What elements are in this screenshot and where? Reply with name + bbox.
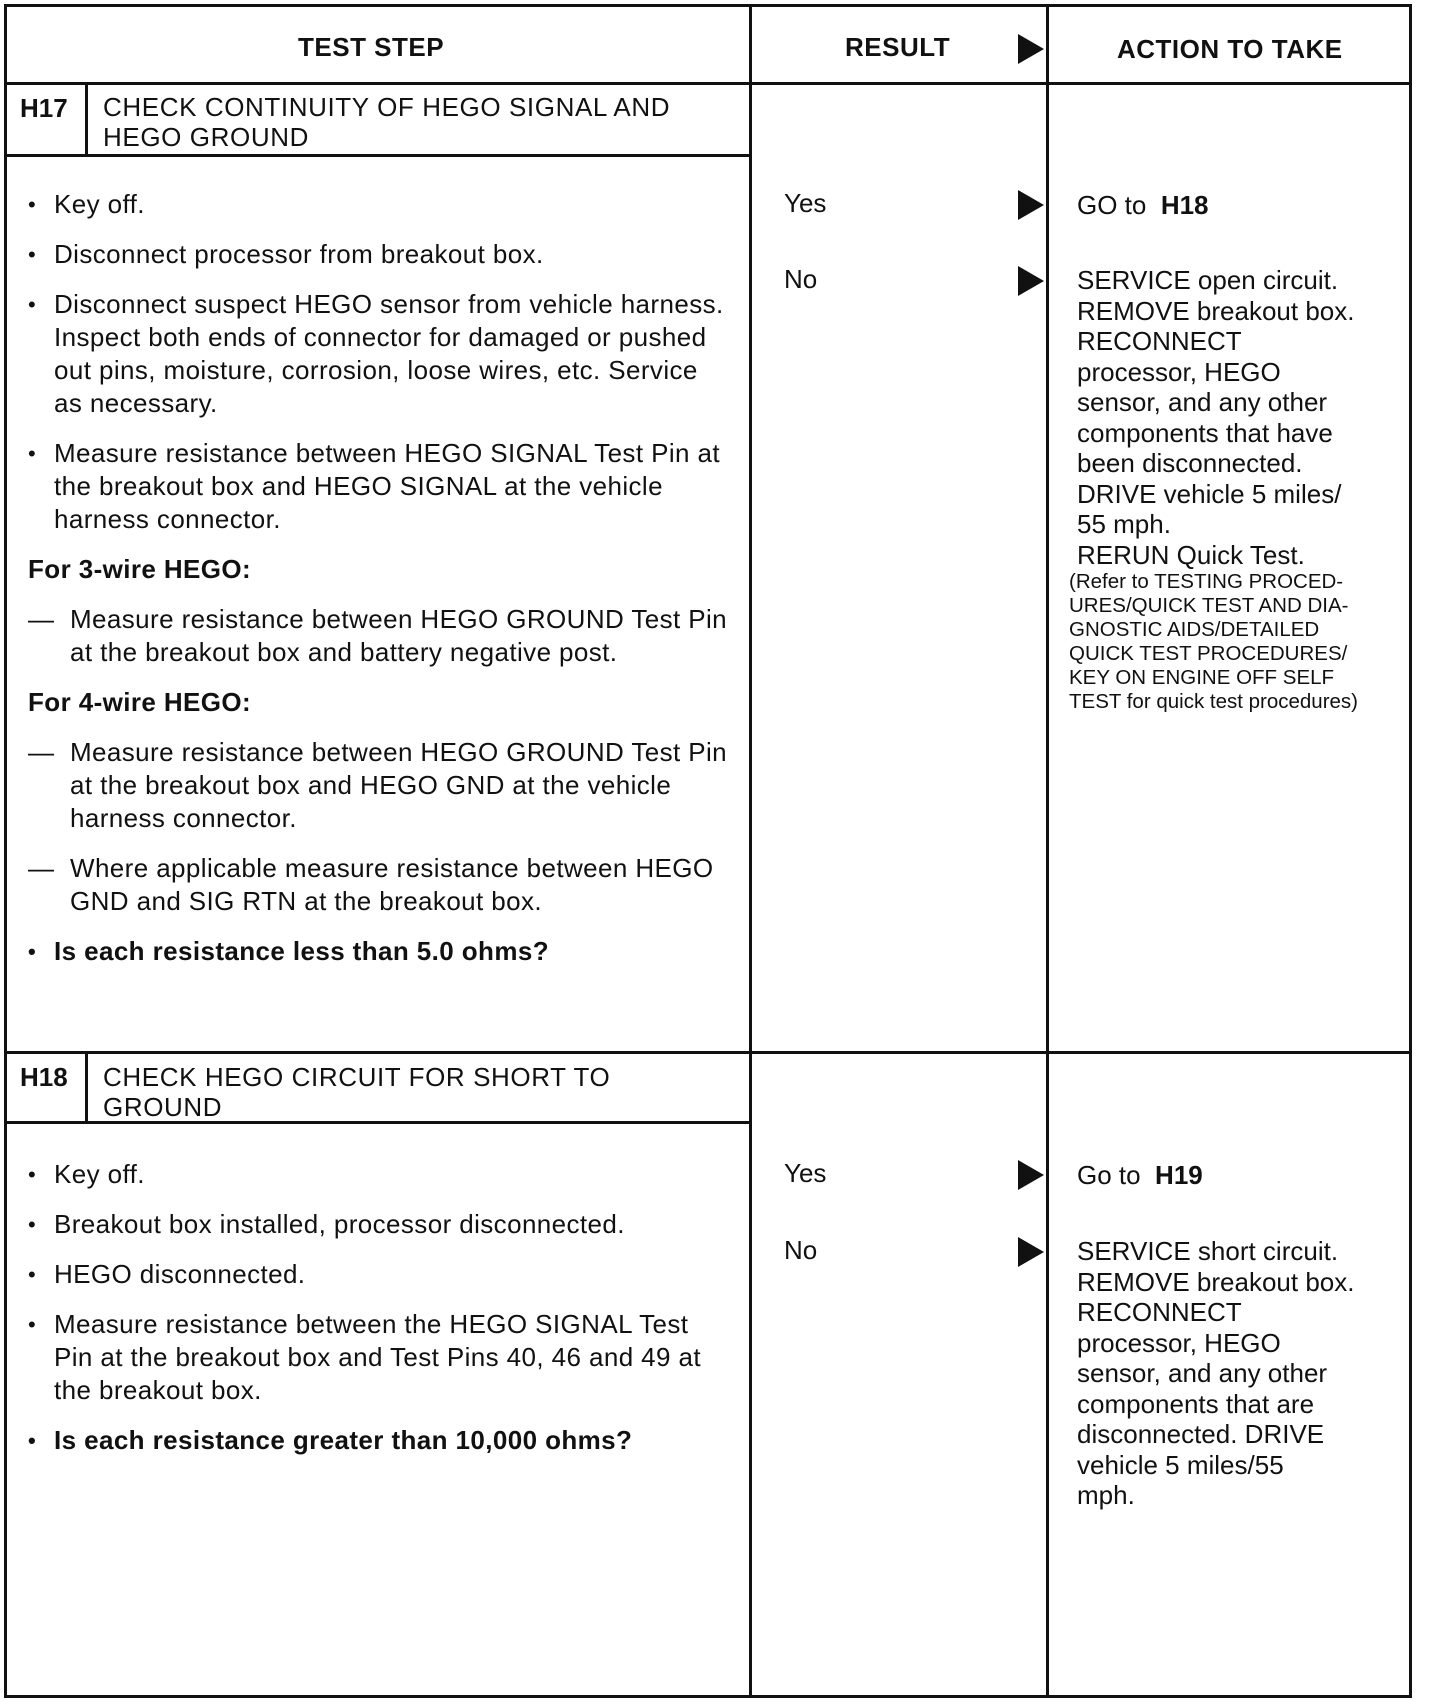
action-line: sensor, and any other bbox=[1077, 387, 1328, 417]
bullet-icon: • bbox=[28, 192, 37, 217]
column-divider-action bbox=[1046, 4, 1049, 1698]
action-line: RECONNECT bbox=[1077, 326, 1242, 356]
bullet-item-text: Disconnect processor from breakout box. bbox=[54, 239, 544, 269]
bullet-icon: • bbox=[28, 1312, 37, 1337]
bullet-icon: • bbox=[28, 1262, 37, 1287]
action-prefix: Go to bbox=[1077, 1160, 1141, 1190]
header-test-step: TEST STEP bbox=[298, 32, 445, 62]
bullet-icon: • bbox=[28, 441, 37, 466]
bullet-item bbox=[28, 238, 728, 271]
bullet-item-text: HEGO disconnected. bbox=[54, 1259, 306, 1289]
bullet-item bbox=[28, 1308, 728, 1407]
result-yes-h18: Yes bbox=[784, 1158, 827, 1188]
column-divider-result bbox=[749, 4, 752, 1698]
note-line: GNOSTIC AIDS/DETAILED bbox=[1069, 618, 1320, 641]
action-line: RERUN Quick Test. bbox=[1077, 539, 1305, 570]
header-arrow-icon bbox=[1018, 34, 1044, 64]
question-item bbox=[28, 935, 728, 968]
action-line: SERVICE short circuit. bbox=[1077, 1236, 1339, 1266]
bullet-item bbox=[28, 1258, 728, 1291]
action-line: SERVICE open circuit. bbox=[1077, 265, 1339, 295]
result-no-h17: No bbox=[784, 264, 818, 294]
bullet-item-text: Measure resistance between HEGO SIGNAL Test Pin at the breakout box and HEGO SIGNAL at the vehicle harness connector. bbox=[54, 438, 720, 534]
header-result: RESULT bbox=[845, 32, 951, 62]
action-prefix: GO to bbox=[1077, 190, 1147, 220]
dash-item bbox=[28, 603, 728, 669]
step-title-h18 bbox=[103, 1062, 610, 1122]
bullet-item bbox=[28, 188, 728, 221]
sub-heading: For 3-wire HEGO: bbox=[28, 554, 252, 584]
bullet-icon: • bbox=[28, 939, 37, 964]
action-line: REMOVE breakout box. bbox=[1077, 295, 1355, 326]
step-id-h18: H18 bbox=[20, 1062, 68, 1092]
bullet-item bbox=[28, 1208, 728, 1241]
dash-item-text: Measure resistance between HEGO GROUND Test Pin at the breakout box and battery negative post. bbox=[70, 604, 728, 667]
action-line: REMOVE breakout box. bbox=[1077, 1266, 1355, 1297]
result-no-h18: No bbox=[784, 1235, 818, 1265]
bullet-item bbox=[28, 1158, 728, 1191]
action-yes-h18 bbox=[1077, 1160, 1407, 1191]
action-line: sensor, and any other bbox=[1077, 1358, 1328, 1388]
question-item bbox=[28, 1424, 728, 1457]
bullet-item-text: Breakout box installed, processor disconnected. bbox=[54, 1209, 625, 1239]
sub-heading: For 4-wire HEGO: bbox=[28, 687, 252, 717]
dash-item bbox=[28, 852, 728, 918]
bullet-icon: • bbox=[28, 1212, 37, 1237]
dash-item-text: Measure resistance between HEGO GROUND Test Pin at the breakout box and HEGO GND at the vehicle harness connector. bbox=[70, 737, 728, 833]
note-line: KEY ON ENGINE OFF SELF bbox=[1069, 666, 1335, 689]
h17-title-underline bbox=[4, 154, 752, 157]
action-line: mph. bbox=[1077, 1480, 1135, 1510]
action-line: disconnected. DRIVE bbox=[1077, 1419, 1325, 1449]
dash-icon: — bbox=[28, 604, 55, 634]
h17-id-divider bbox=[85, 82, 88, 156]
action-no-h17 bbox=[1069, 265, 1407, 714]
action-line: 55 mph. bbox=[1077, 509, 1171, 539]
action-line: vehicle 5 miles/55 bbox=[1077, 1449, 1284, 1480]
step-title-line: CHECK CONTINUITY OF HEGO SIGNAL AND bbox=[103, 92, 671, 122]
action-line: processor, HEGO bbox=[1077, 356, 1281, 387]
header-divider bbox=[4, 82, 1412, 85]
dash-item-text: Where applicable measure resistance between HEGO GND and SIG RTN at the breakout box. bbox=[70, 853, 714, 916]
action-yes-h17 bbox=[1077, 190, 1407, 221]
bullet-item bbox=[28, 437, 728, 536]
dash-item bbox=[28, 736, 728, 835]
step-list-h17 bbox=[28, 188, 728, 985]
bullet-item-text: Key off. bbox=[54, 189, 145, 219]
step-title-line: HEGO GROUND bbox=[103, 122, 309, 152]
bullet-item-text: Is each resistance greater than 10,000 ohms? bbox=[54, 1425, 633, 1455]
arrow-yes-h17-icon bbox=[1018, 190, 1044, 220]
note-line: TEST for quick test procedures) bbox=[1069, 690, 1359, 713]
arrow-no-h18-icon bbox=[1018, 1237, 1044, 1267]
header-action: ACTION TO TAKE bbox=[1117, 34, 1343, 64]
result-yes-h17: Yes bbox=[784, 188, 827, 218]
action-no-h18 bbox=[1077, 1236, 1407, 1511]
action-line: processor, HEGO bbox=[1077, 1327, 1281, 1358]
dash-icon: — bbox=[28, 853, 55, 883]
action-line: RECONNECT bbox=[1077, 1297, 1242, 1327]
bullet-item bbox=[28, 288, 728, 420]
bullet-icon: • bbox=[28, 1428, 37, 1453]
action-target-link[interactable]: H19 bbox=[1155, 1160, 1203, 1190]
step-id-h17: H17 bbox=[20, 93, 68, 123]
note-line: (Refer to TESTING PROCED- bbox=[1069, 570, 1344, 593]
dash-icon: — bbox=[28, 737, 55, 767]
step-list-h18 bbox=[28, 1158, 728, 1474]
reference-note bbox=[1069, 570, 1407, 714]
step-title-line: GROUND bbox=[103, 1092, 223, 1122]
action-target-link[interactable]: H18 bbox=[1160, 190, 1209, 220]
bullet-icon: • bbox=[28, 1162, 37, 1187]
note-line: URES/QUICK TEST AND DIA- bbox=[1069, 594, 1349, 617]
action-line: components that are bbox=[1077, 1388, 1315, 1419]
step-separator bbox=[4, 1051, 1412, 1054]
bullet-icon: • bbox=[28, 292, 37, 317]
arrow-no-h17-icon bbox=[1018, 266, 1044, 296]
h18-id-divider bbox=[85, 1051, 88, 1123]
action-line: DRIVE vehicle 5 miles/ bbox=[1077, 478, 1342, 509]
bullet-item-text: Measure resistance between the HEGO SIGNAL Test Pin at the breakout box and Test Pins 40, 46 and 49 at the breakout box. bbox=[54, 1309, 702, 1405]
step-title-line: CHECK HEGO CIRCUIT FOR SHORT TO bbox=[103, 1062, 611, 1092]
arrow-yes-h18-icon bbox=[1018, 1160, 1044, 1190]
note-line: QUICK TEST PROCEDURES/ bbox=[1069, 642, 1348, 665]
bullet-item-text: Disconnect suspect HEGO sensor from vehicle harness. Inspect both ends of connector for damaged or pushed out pins, moisture, corrosion, loose wires, etc. Service as necessary. bbox=[54, 289, 724, 418]
bullet-item-text: Key off. bbox=[54, 1159, 145, 1189]
step-title-h17 bbox=[103, 92, 670, 152]
bullet-icon: • bbox=[28, 242, 37, 267]
bullet-item-text: Is each resistance less than 5.0 ohms? bbox=[54, 936, 549, 966]
action-line: been disconnected. bbox=[1077, 448, 1303, 478]
action-line: components that have bbox=[1077, 417, 1333, 448]
